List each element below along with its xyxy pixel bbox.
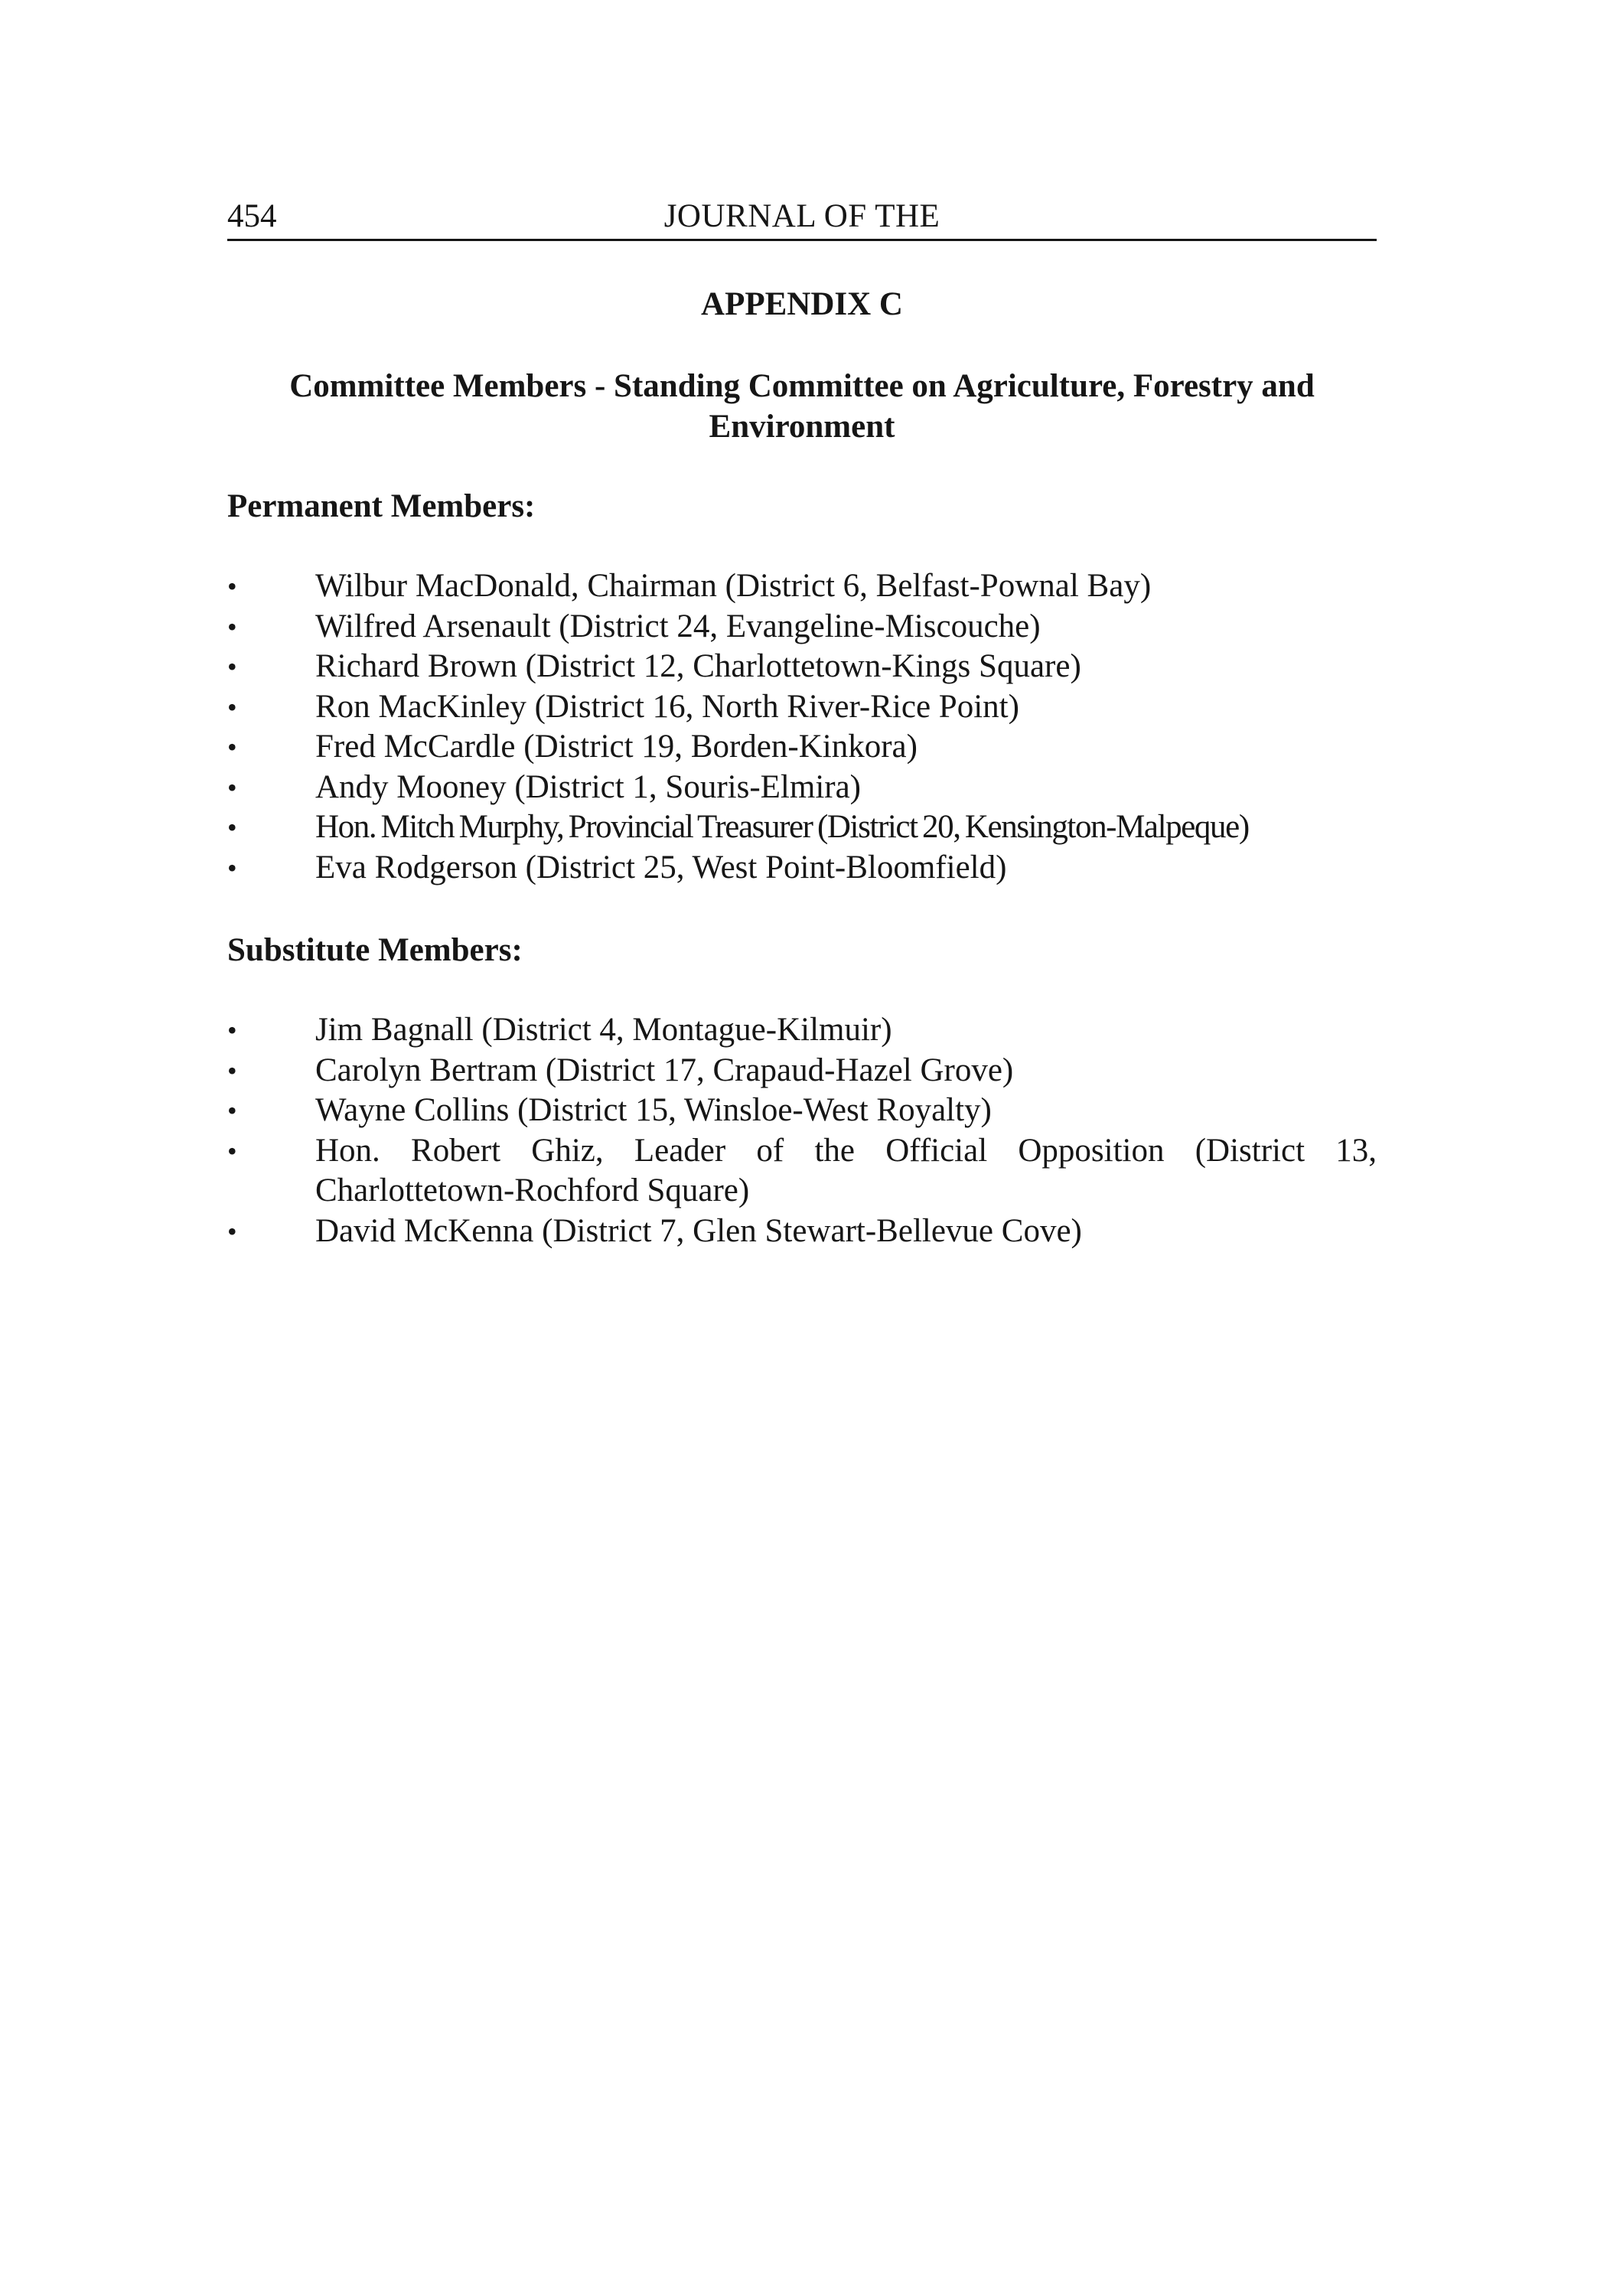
journal-title: JOURNAL OF THE: [663, 198, 940, 234]
member-entry: Hon. Robert Ghiz, Leader of the Official Opposition (District 13, Charlottetown-Rochford Square): [315, 1132, 1377, 1208]
list-item: [227, 1010, 1377, 1051]
bullet-icon: •: [227, 852, 237, 883]
list-item: [227, 1131, 1377, 1212]
bullet-icon: •: [227, 1055, 237, 1086]
list-item: [227, 727, 1377, 768]
member-entry: Hon. Mitch Murphy, Provincial Treasurer (District 20, Kensington-Malpeque): [315, 809, 1249, 845]
member-entry: Andy Mooney (District 1, Souris-Elmira): [315, 768, 861, 805]
list-item: [227, 848, 1377, 889]
committee-title: Committee Members - Standing Committee on Agriculture, Forestry and Environment: [289, 368, 1315, 445]
substitute-members-list: [227, 1010, 1377, 1251]
list-item: [227, 607, 1377, 647]
member-entry: Ron MacKinley (District 16, North River-Rice Point): [315, 688, 1019, 725]
bullet-icon: •: [227, 812, 237, 843]
bullet-icon: •: [227, 1095, 237, 1126]
list-item: [227, 647, 1377, 687]
appendix-title: APPENDIX C: [701, 286, 903, 322]
bullet-icon: •: [227, 771, 237, 803]
bullet-icon: •: [227, 1215, 237, 1247]
member-entry: Carolyn Bertram (District 17, Crapaud-Hazel Grove): [315, 1052, 1014, 1088]
running-header: [227, 194, 1377, 241]
list-item: [227, 807, 1377, 848]
list-item: [227, 1051, 1377, 1091]
permanent-members-list: [227, 566, 1377, 888]
document-page: [227, 194, 1377, 1249]
member-entry: Jim Bagnall (District 4, Montague-Kilmuir): [315, 1012, 892, 1048]
bullet-icon: •: [227, 611, 237, 642]
member-entry: Wilfred Arsenault (District 24, Evangeline-Miscouche): [315, 608, 1041, 644]
list-item: [227, 566, 1377, 607]
member-entry: David McKenna (District 7, Glen Stewart-Bellevue Cove): [315, 1212, 1082, 1249]
list-item: [227, 687, 1377, 728]
list-item: [227, 1091, 1377, 1131]
member-entry: Wilbur MacDonald, Chairman (District 6, Belfast-Pownal Bay): [315, 568, 1152, 604]
bullet-icon: •: [227, 1015, 237, 1045]
bullet-icon: •: [227, 651, 237, 682]
bullet-icon: •: [227, 732, 237, 762]
permanent-members-heading: Permanent Members:: [227, 488, 536, 524]
list-item: [227, 1212, 1377, 1252]
bullet-icon: •: [227, 691, 237, 722]
member-entry: Wayne Collins (District 15, Winsloe-West Royalty): [315, 1092, 992, 1128]
list-item: [227, 768, 1377, 808]
page-number: 454: [227, 198, 277, 234]
member-entry: Richard Brown (District 12, Charlottetown-Kings Square): [315, 648, 1081, 684]
substitute-members-heading: Substitute Members:: [227, 932, 523, 968]
bullet-icon: •: [227, 1135, 237, 1166]
bullet-icon: •: [227, 571, 237, 602]
member-entry: Fred McCardle (District 19, Borden-Kinkora): [315, 729, 918, 765]
member-entry: Eva Rodgerson (District 25, West Point-Bloomfield): [315, 849, 1007, 885]
